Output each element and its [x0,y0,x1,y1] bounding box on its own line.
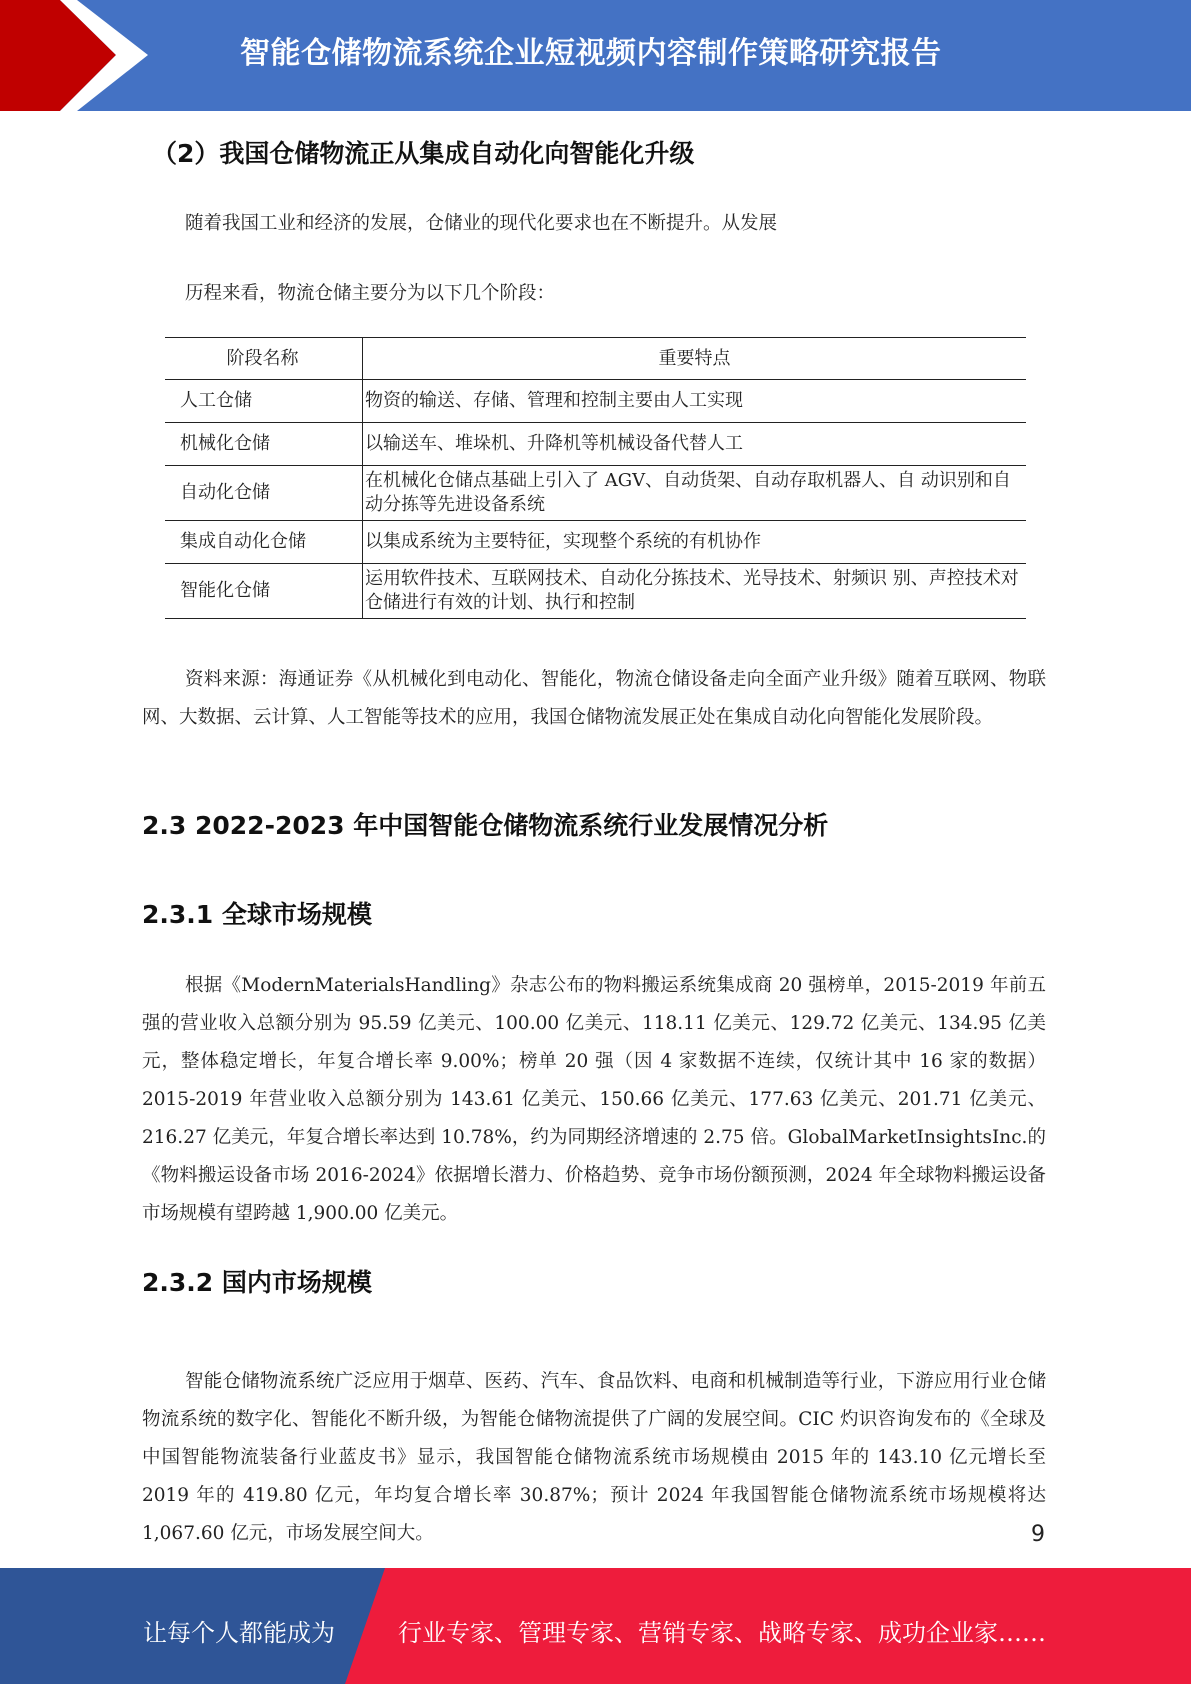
stage-name: 机械化仓储 [165,423,363,466]
table-row [165,564,1026,619]
intro-line-2: 历程来看，物流仓储主要分为以下几个阶段： [185,283,556,304]
intro-line-1: 随着我国工业和经济的发展，仓储业的现代化要求也在不断提升。从发展 [185,213,778,234]
stage-name: 人工仓储 [165,380,363,423]
stage-feature: 物资的输送、存储、管理和控制主要由人工实现 [363,380,1027,423]
stage-feature: 以集成系统为主要特征，实现整个系统的有机协作 [363,521,1027,564]
domestic-market-paragraph: 智能仓储物流系统广泛应用于烟草、医药、汽车、食品饮料、电商和机械制造等行业，下游应用行业仓储物流系统的数字化、智能化不断升级，为智能仓储物流提供了广阔的发展空间。CIC 灼识咨询发布的《全球及中国智能物流装备行业蓝皮书》显示，我国智能仓储物流系统市场规模由 2015 年的 143.10 亿元增长至 2019 年的 419.80 亿元，年均复合增长率 30.87%；预计 2024 年我国智能仓储物流系统市场规模将达 1,067.60 亿元，市场发展空间大。 [142,1371,1046,1544]
page-header [0,0,1191,111]
table-row [165,423,1026,466]
stages-table [165,337,1026,619]
stage-feature: 以输送车、堆垛机、升降机等机械设备代替人工 [363,423,1027,466]
global-market-paragraph: 根据《ModernMaterialsHandling》杂志公布的物料搬运系统集成商 20 强榜单，2015-2019 年前五强的营业收入总额分别为 95.59 亿美元、100.00 亿美元、118.11 亿美元、129.72 亿美元、134.95 亿美元，整体稳定增长，年复合增长率 9.00%；榜单 20 强（因 4 家数据不连续，仅统计其中 16 家的数据）2015-2019 年营业收入总额分别为 143.61 亿美元、150.66 亿美元、177.63 亿美元、201.71 亿美元、216.27 亿美元，年复合增长率达到 10.78%，约为同期经济增速的 2.75 倍。GlobalMarketInsightsInc.的《物料搬运设备市场 2016-2024》依据增长潜力、价格趋势、竞争市场份额预测，2024 年全球物料搬运设备市场规模有望跨越 1,900.00 亿美元。 [142,975,1046,1224]
footer-slogan-right: 行业专家、管理专家、营销专家、战略专家、成功企业家…… [398,1619,1046,1647]
stage-name: 集成自动化仓储 [165,521,363,564]
table-header-row [165,338,1026,380]
stage-feature: 运用软件技术、互联网技术、自动化分拣技术、光导技术、射频识 别、声控技术对仓储进行有效的计划、执行和控制 [363,564,1027,619]
header-arrow-decoration [0,0,160,111]
table-header-stage: 阶段名称 [165,338,363,380]
report-title: 智能仓储物流系统企业短视频内容制作策略研究报告 [240,36,942,71]
table-header-feature: 重要特点 [363,338,1027,380]
footer-slogan-left: 让每个人都能成为 [143,1619,335,1647]
table-row [165,521,1026,564]
stage-name: 自动化仓储 [165,466,363,521]
section-heading-2-3-2: 2.3.2 国内市场规模 [142,1268,372,1297]
table-row [165,466,1026,521]
section-heading-2-3: 2.3 2022-2023 年中国智能仓储物流系统行业发展情况分析 [142,811,829,840]
section-subheading: （2）我国仓储物流正从集成自动化向智能化升级 [152,139,695,168]
section-heading-2-3-1: 2.3.1 全球市场规模 [142,900,372,929]
stage-feature: 在机械化仓储点基础上引入了 AGV、自动货架、自动存取机器人、自 动识别和自动分拣等先进设备系统 [363,466,1027,521]
table-row [165,380,1026,423]
source-paragraph: 资料来源：海通证券《从机械化到电动化、智能化，物流仓储设备走向全面产业升级》随着互联网、物联网、大数据、云计算、人工智能等技术的应用，我国仓储物流发展正处在集成自动化向智能化发展阶段。 [142,669,1046,728]
stage-name: 智能化仓储 [165,564,363,619]
page-number: 9 [1031,1522,1045,1547]
